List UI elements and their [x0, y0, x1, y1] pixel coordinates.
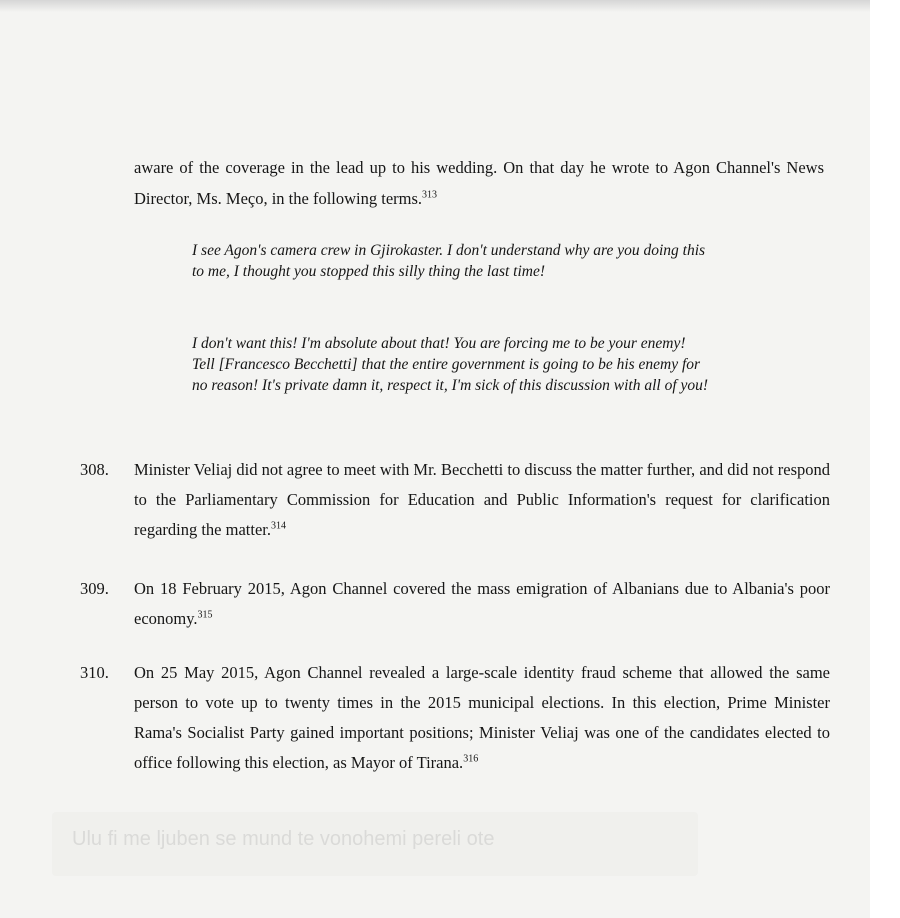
footnote-314: 314 [271, 520, 286, 532]
footnote-316: 316 [463, 753, 479, 765]
footnote-315: 315 [197, 609, 213, 621]
footnote-313: 313 [422, 189, 438, 201]
paragraph-text [134, 574, 830, 634]
paragraph-309 [80, 574, 830, 634]
paragraph-310 [80, 658, 830, 778]
block-quote-1: I see Agon's camera crew in Gjirokaster. I don't understand why are you doing this to me, I thought you stopped this silly thing the last time! [192, 242, 706, 280]
right-edge [870, 0, 900, 918]
paragraph-text [134, 658, 830, 778]
paragraph-body: On 25 May 2015, Agon Channel revealed a large-scale identity fraud scheme that allowed the same person to vote up to twenty times in the 2015 municipal elections. In this election, Prime Minister Rama's Socialist Party gained important positions; Minister Veliaj was one of the candidates elected to office following this election, as Mayor of Tirana. [134, 663, 830, 772]
block-quote-2: I don't want this! I'm absolute about that! You are forcing me to be your enemy! Tell [Francesco Becchetti] that the entire government is going to be his enemy for no reason! It's private damn it, respect it, I'm sick of this discussion with all of you! [192, 335, 709, 394]
paragraph-number: 310. [80, 663, 109, 682]
paragraph-body: Minister Veliaj did not agree to meet with Mr. Becchetti to discuss the matter further, and did not respond to the Parliamentary Commission for Education and Public Information's request for clarification regarding the matter. [134, 460, 830, 539]
paragraph-number: 308. [80, 460, 109, 479]
intro-paragraph [134, 152, 824, 214]
paragraph-body: On 18 February 2015, Agon Channel covered the mass emigration of Albanians due to Albania's poor economy. [134, 579, 830, 628]
intro-text: aware of the coverage in the lead up to his wedding. On that day he wrote to Agon Channel's News Director, Ms. Meço, in the following terms. [134, 158, 824, 208]
paragraph-308 [80, 455, 830, 545]
faded-caption-text: Ulu fi me ljuben se mund te vonohemi pereli ote [72, 828, 495, 850]
paragraph-text [134, 455, 830, 545]
paragraph-number: 309. [80, 579, 109, 598]
